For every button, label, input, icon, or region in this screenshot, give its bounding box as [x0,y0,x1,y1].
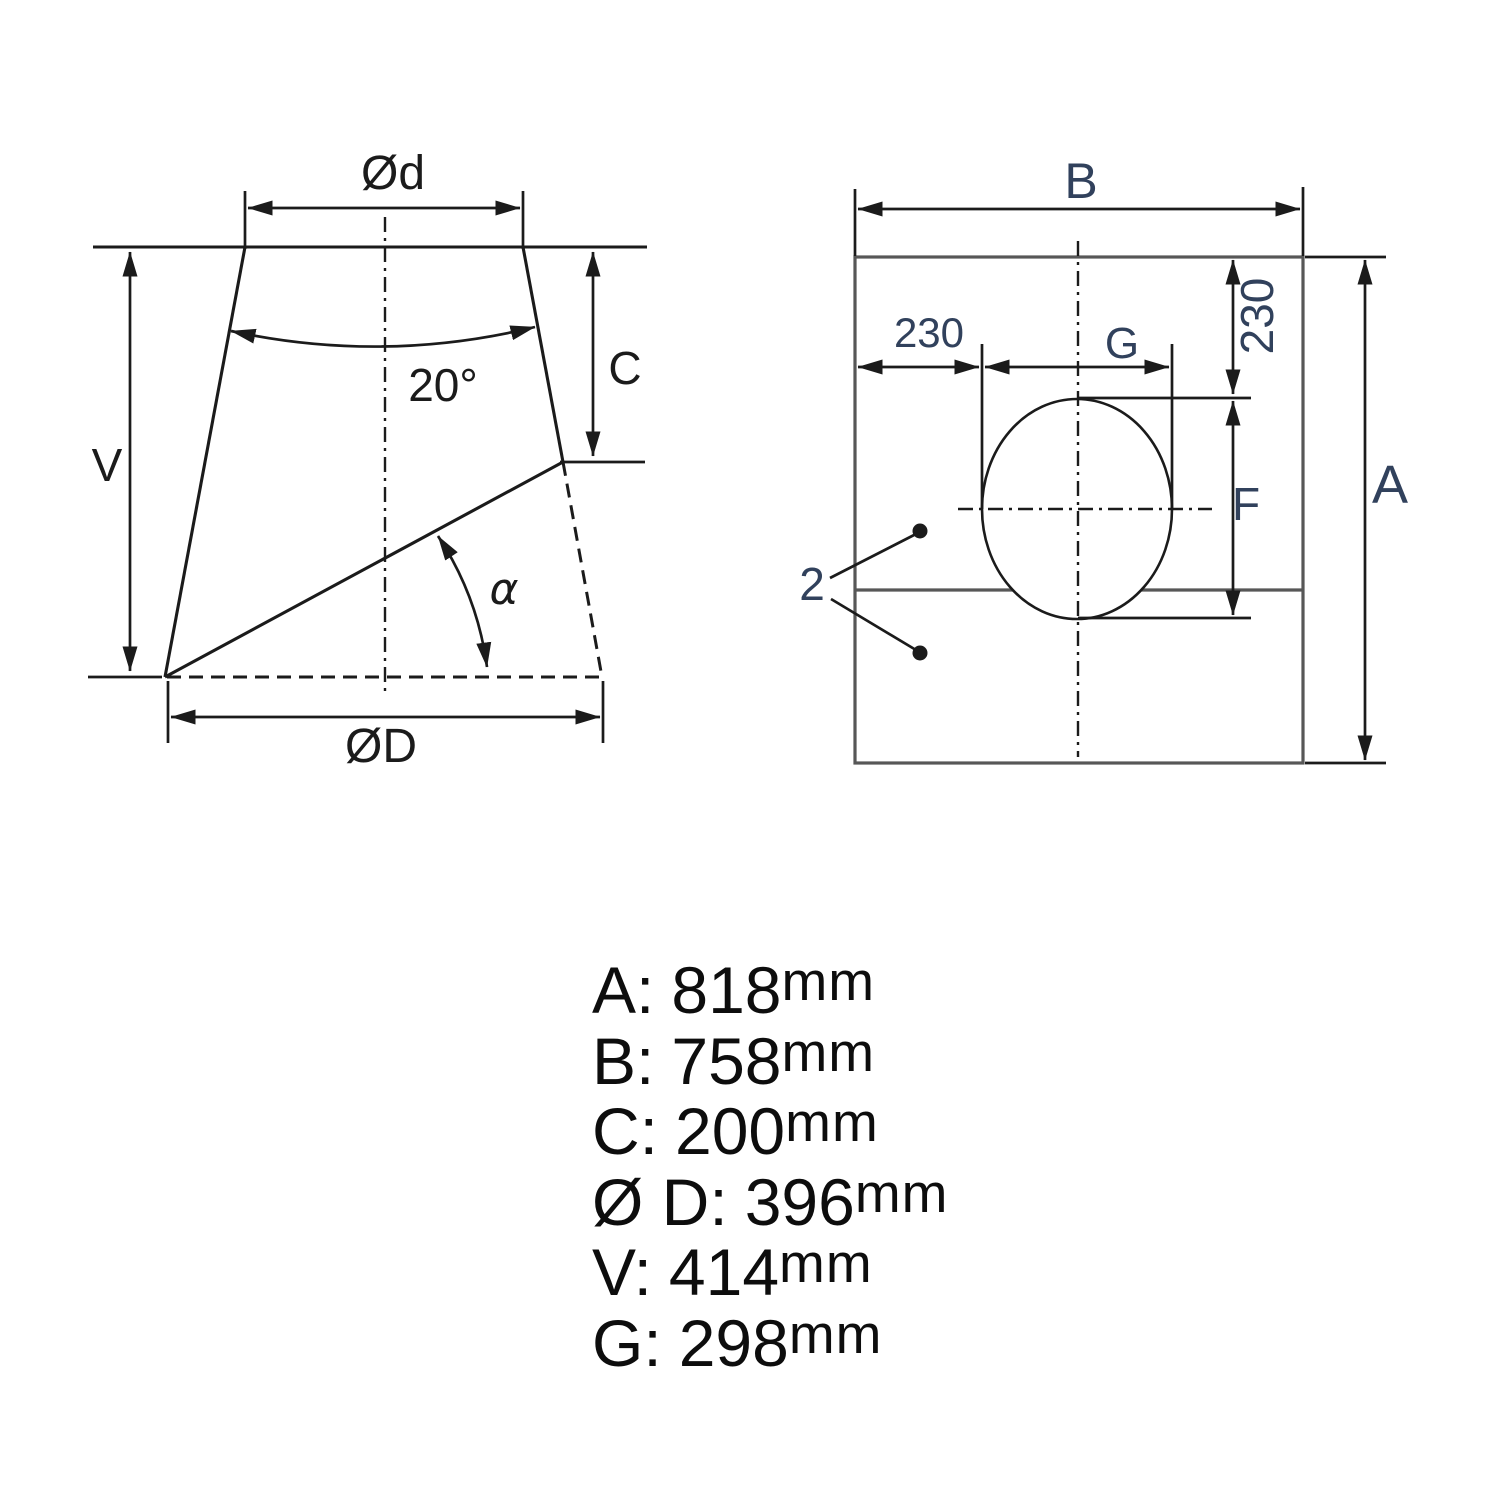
spec-unit: mm [781,950,876,1012]
dim-base-diameter [168,681,603,773]
upper-height-label: C [608,342,642,394]
spec-label: C: [592,1094,658,1168]
spec-unit: mm [785,1091,879,1153]
spec-row-c [592,1087,948,1168]
spec-unit: mm [781,1020,876,1083]
spec-row-b [592,1017,948,1098]
spec-label: V: [592,1235,652,1309]
spec-value: 200 [675,1094,786,1168]
cone-angle-label: 20° [408,359,478,411]
spec-label: A: [592,953,655,1027]
hole-offset-left-label: 230 [893,309,965,356]
spec-value: 758 [671,1023,782,1098]
spec-unit: mm [779,1232,873,1294]
spec-unit: mm [854,1161,949,1224]
dim-slope-angle [438,536,519,667]
hole-height-label: F [1231,478,1261,530]
hole-width-label: G [1104,319,1140,368]
spec-value: 818 [671,953,782,1027]
leader-dot [913,524,928,539]
cone-left-edge [165,247,245,677]
spec-row-g [592,1299,948,1380]
leader-dot [913,646,928,661]
spec-row-v [592,1228,948,1309]
plate-height-label: A [1371,455,1409,515]
dim-upper-height [560,252,645,462]
spec-row-d [592,1158,949,1239]
dim-top-diameter [245,147,523,249]
spec-unit: mm [788,1302,883,1365]
hole-offset-top-label: 230 [1231,277,1283,355]
cone-right-edge-hidden [563,462,602,677]
dim-total-height [88,252,162,677]
spec-row-a [592,946,948,1027]
angle-arc [438,536,487,667]
base-diameter-label: ØD [345,720,417,773]
spec-label: B: [592,1023,655,1098]
dim-plate-width [855,153,1303,256]
spec-value: 298 [678,1305,789,1380]
height-label: V [91,439,123,491]
cone-right-edge [523,247,563,462]
dim-hole-offset-left [858,309,982,509]
dim-plate-height [1305,257,1408,763]
leader-line [830,534,916,578]
spec-value: 396 [744,1164,855,1239]
top-diameter-label: Ød [360,147,426,200]
plate-front-view [799,153,1408,763]
seam-marker-label: 2 [799,558,825,610]
leader-line [831,599,916,650]
seam-marker [799,524,927,661]
plate-width-label: B [1064,153,1098,209]
spec-value: 414 [668,1235,780,1309]
cone-side-view [88,147,647,773]
spec-label: Ø D: [592,1164,728,1239]
slope-angle-label: α [489,564,519,615]
dim-cone-angle [231,327,535,411]
dimension-spec-list [592,946,949,1380]
angle-arc [231,327,535,347]
spec-label: G: [592,1305,662,1380]
